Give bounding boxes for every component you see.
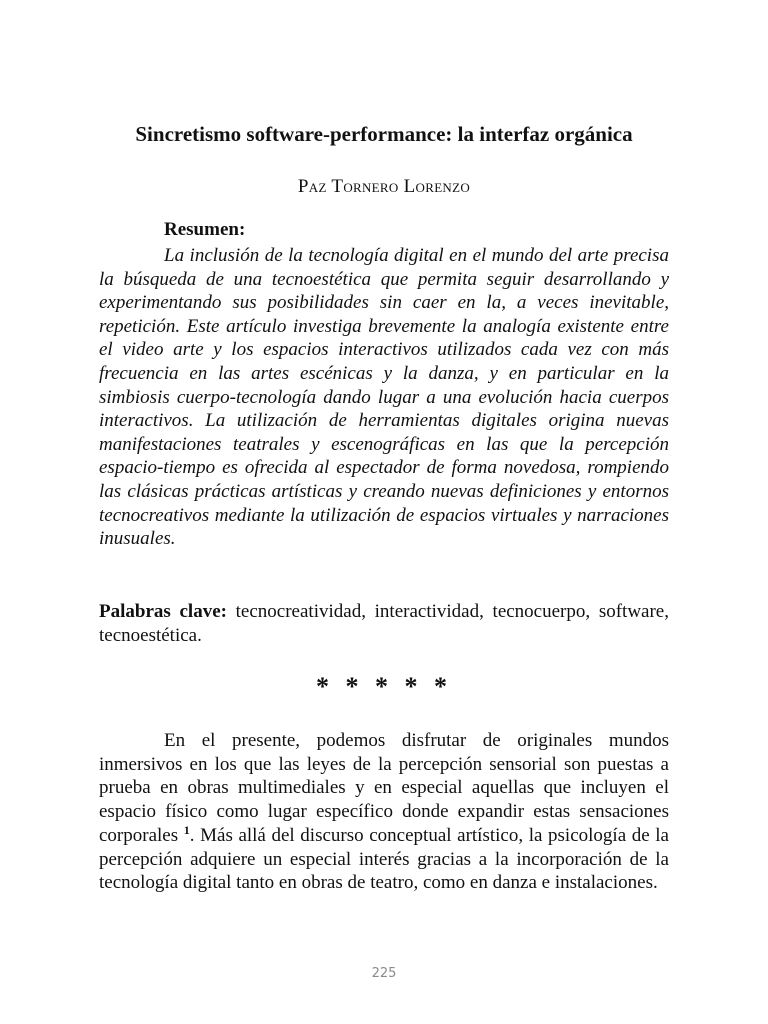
article-title: Sincretismo software-performance: la interfaz orgánica [135, 122, 633, 146]
keywords-list: tecnocreatividad, interactividad, tecnocuerpo, software, tecnoestética. [99, 601, 669, 646]
section-separator: * * * * * [316, 672, 452, 701]
abstract-text: La inclusión de la tecnología digital en el mundo del arte precisa la búsqueda de una tecnoestética que permita seguir desarrollando y experimentando sus posibilidades sin caer en la, a veces inevitable, repetición. Este artículo investiga brevemente la analogía existente entre el video arte y los espacios interactivos utilizados cada vez con más frecuencia en las artes escénicas y la danza, y en particular en la simbiosis cuerpo-tecnología dando lugar a una evolución hacia cuerpos interactivos. La utilización de herramientas digitales origina nuevas manifestaciones teatrales y escenográficas en las que la percepción espacio-tiempo es ofrecida al espectador de forma novedosa, rompiendo las clásicas prácticas artísticas y creando nuevas definiciones y entornos tecnocreativos mediante la utilización de espacios virtuales y narraciones inusuales. [99, 245, 669, 550]
abstract-heading: Resumen: [164, 219, 246, 240]
page-number: 225 [371, 966, 397, 981]
footnote-reference[interactable]: 1 [183, 822, 190, 837]
body-paragraph [99, 729, 669, 895]
body-text-part1: En el presente, podemos disfrutar de originales mundos inmersivos en los que las leyes de la percepción sensorial son puestas a prueba en obras multimediales y en especial aquellas que incluyen el espacio físico como lugar específico donde expandir estas sensaciones corporales [99, 730, 669, 846]
keywords-label: Palabras clave: [99, 601, 227, 622]
author-name: Paz Tornero Lorenzo [297, 176, 471, 197]
keywords [99, 600, 669, 648]
body-text-part2: . Más allá del discurso conceptual artístico, la psicología de la percepción adquiere un especial interés gracias a la incorporación de la tecnología digital tanto en obras de teatro, como en danza e instalaciones. [99, 824, 669, 894]
